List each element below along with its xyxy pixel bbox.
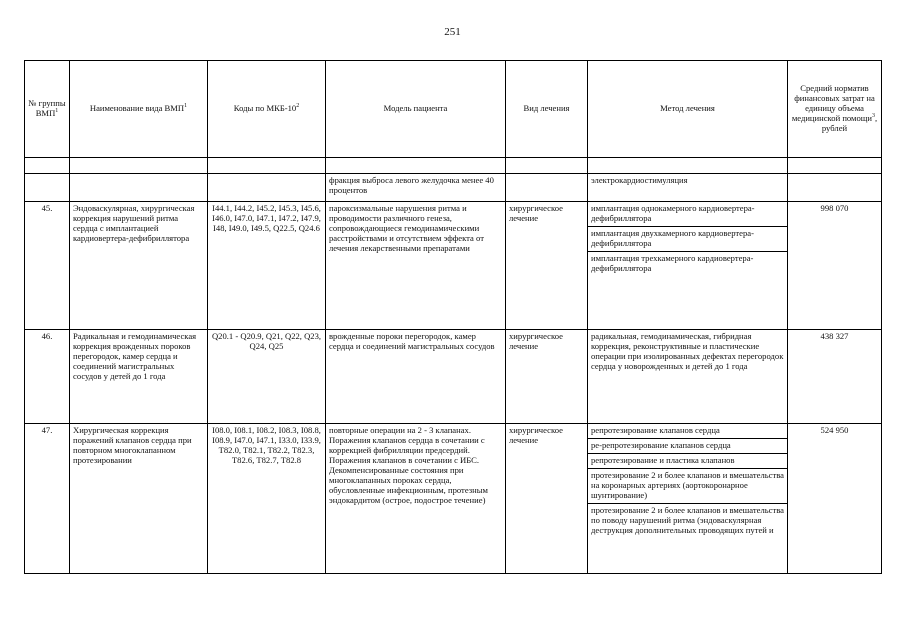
method-item: имплантация однокамерного кардиовертера-дефибриллятора — [588, 202, 787, 227]
row-methods — [588, 424, 788, 574]
row-name: Эндоваскулярная, хирургическая коррекция нарушений ритма сердца с имплантацией кардиовертера-дефибриллятора — [70, 202, 208, 330]
row-cost: 524 950 — [788, 424, 882, 574]
method-item: протезирование 2 и более клапанов и вмешательства на коронарных артериях (аортокоронарное шунтирование) — [588, 469, 787, 504]
row-method: радикальная, гемодинамическая, гибридная коррекция, реконструктивные и пластические операции при изолированных дефектах перегородок сердца у новорожденных и детей до 1 года — [588, 330, 788, 424]
header-treatment: Вид лечения — [506, 61, 588, 158]
row-codes: Q20.1 - Q20.9, Q21, Q22, Q23, Q24, Q25 — [208, 330, 326, 424]
continuation-row — [25, 174, 882, 202]
row-treatment: хирургическое лечение — [506, 330, 588, 424]
row-cost: 438 327 — [788, 330, 882, 424]
continuation-model: фракция выброса левого желудочка менее 40 процентов — [326, 174, 506, 202]
row-name: Хирургическая коррекция поражений клапанов сердца при повторном многоклапанном протезировании — [70, 424, 208, 574]
header-method: Метод лечения — [588, 61, 788, 158]
continuation-method: электрокардиостимуляция — [588, 174, 788, 202]
method-item: протезирование 2 и более клапанов и вмешательства по поводу нарушений ритма (эндоваскулярная деструкция дополнительных проводящих путей и — [591, 504, 784, 535]
row-number: 46. — [25, 330, 70, 424]
vmp-table — [24, 60, 882, 574]
method-item: репротезирование и пластика клапанов — [588, 454, 787, 469]
row-model: врожденные пороки перегородок, камер сердца и соединений магистральных сосудов — [326, 330, 506, 424]
method-item: репротезирование клапанов сердца — [588, 424, 787, 439]
row-codes: I08.0, I08.1, I08.2, I08.3, I08.8, I08.9, I47.0, I47.1, I33.0, I33.9, T82.0, T82.1, T82.2, T82.3, T82.6, T82.7, T82.8 — [208, 424, 326, 574]
row-name: Радикальная и гемодинамическая коррекция врожденных пороков перегородок, камер сердца и соединений магистральных сосудов у детей до 1 года — [70, 330, 208, 424]
page-number: 251 — [444, 26, 461, 38]
header-name: Наименование вида ВМП$^1$ — [70, 61, 208, 158]
table-row — [25, 202, 882, 330]
method-item: имплантация трехкамерного кардиовертера-дефибриллятора — [591, 252, 754, 273]
row-codes: I44.1, I44.2, I45.2, I45.3, I45.6, I46.0, I47.0, I47.1, I47.2, I47.9, I48, I49.0, I49.5, Q22.5, Q24.6 — [208, 202, 326, 330]
header-group: № группы ВМП$^1$ — [25, 61, 70, 158]
row-treatment: хирургическое лечение — [506, 424, 588, 574]
row-methods — [588, 202, 788, 330]
row-number: 47. — [25, 424, 70, 574]
table-row — [25, 424, 882, 574]
row-cost: 998 070 — [788, 202, 882, 330]
row-model: пароксизмальные нарушения ритма и проводимости различного генеза, сопровождающиеся гемодинамическими расстройствами и отсутствием эффекта от лечения лекарственными препаратами — [326, 202, 506, 330]
header-codes: Коды по МКБ-$10^2$ — [208, 61, 326, 158]
method-item: ре-репротезирование клапанов сердца — [588, 439, 787, 454]
method-item: имплантация двухкамерного кардиовертера-дефибриллятора — [588, 227, 787, 252]
row-number: 45. — [25, 202, 70, 330]
row-treatment: хирургическое лечение — [506, 202, 588, 330]
row-model: повторные операции на 2 - 3 клапанах. Поражения клапанов сердца в сочетании с коррекцией фибрилляции предсердий. Поражения клапанов в сочетании с ИБС. Декомпенсированные состояния при многоклапанных пороках сердца, обусловленные инфекционным, протезным эндокардитом (острое, подострое течение) — [326, 424, 506, 574]
header-row — [25, 61, 882, 158]
spacer-row — [25, 158, 882, 174]
table-row — [25, 330, 882, 424]
header-cost: Средний норматив финансовых затрат на единицу объема медицинской помощи$^3$, рублей — [788, 61, 882, 158]
header-model: Модель пациента — [326, 61, 506, 158]
